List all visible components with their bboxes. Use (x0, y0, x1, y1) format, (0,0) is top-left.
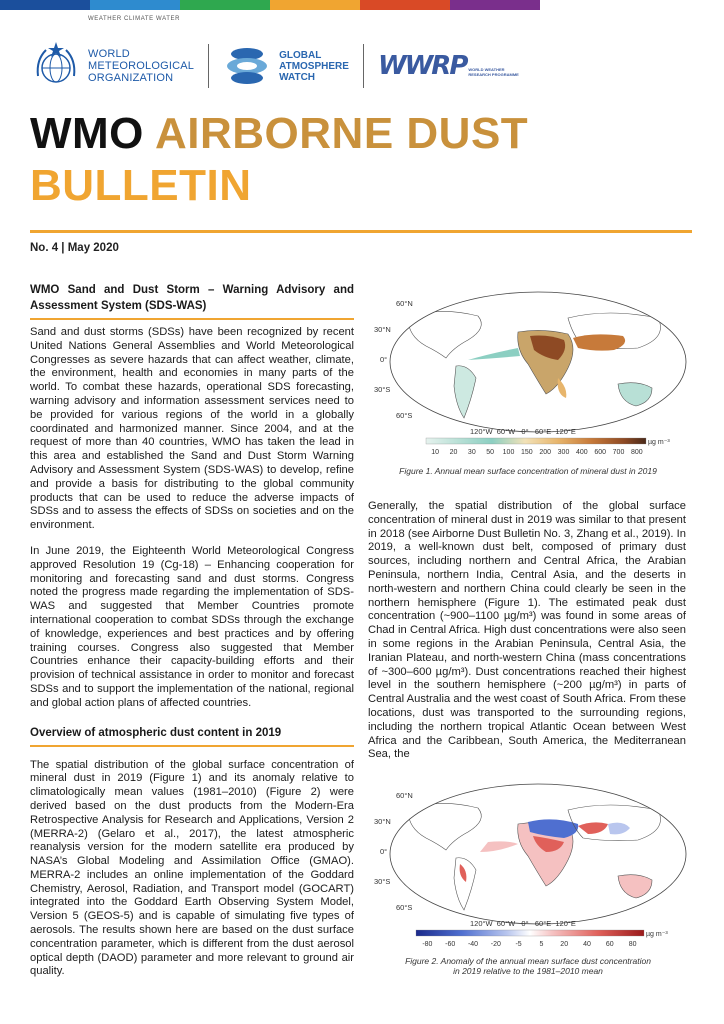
lat-label: 30°S (374, 877, 391, 886)
colorbar-tick-label: 30 (467, 449, 476, 456)
gaw-name: GLOBAL ATMOSPHERE WATCH (279, 49, 349, 83)
tagline: WEATHER CLIMATE WATER (88, 16, 181, 22)
colorbar-tick-label: 20 (560, 941, 569, 948)
colorbar-tick-label: 40 (583, 941, 591, 948)
title-wmo: WMO (30, 109, 155, 158)
colorbar-tick-label: -20 (490, 941, 501, 948)
caption-line: in 2019 relative to the 1981–2010 mean (453, 966, 603, 976)
figure-2-anomaly-map (368, 780, 688, 952)
lat-label: 0° (380, 355, 388, 364)
colorbar-tick-label: 300 (557, 449, 570, 456)
paragraph: The spatial distribution of the global surface concentration of mineral dust in 2019 (Figure 1) and its anomaly relative to climatologically mean values (1981–2010) (Figure 2) were derived based on the dust products from the Modern-Era Retrospective Analysis for Research and Applications, Version 2 (MERRA-2) (Gelaro et al., 2017), the latest atmospheric reanalysis version for the modern satellite era produced by NASA’s Global Modeling and Assimilation Office (GMAO). MERRA-2 includes an online implementation of the Goddard Chemistry, Aerosol, Radiation, and Transport model (GOCART) integrated into the Goddard Earth Observing System Model, Version 5 (GEOS-5) and is capable of simulating five types of aerosols. The results shown here are based on the dust surface concentration parameter, which is different from the dust aerosol optical depth (DAOD) parameter and more relevant to ground air quality. (30, 758, 354, 978)
colorbar-unit: µg m⁻³ (648, 439, 670, 446)
wwrp-logo (378, 51, 538, 81)
lat-label: 60°N (396, 299, 413, 308)
colorbar-tick-label: 5 (539, 941, 544, 948)
colorbar-tick-label: 50 (486, 449, 495, 456)
wmo-emblem-icon (30, 40, 82, 92)
figure-2-caption (368, 956, 688, 976)
colorbar-tick-label: -60 (445, 941, 456, 948)
logo-divider (208, 44, 209, 88)
logo-row (30, 36, 538, 96)
top-color-bar (0, 0, 724, 10)
lat-label: 60°S (396, 411, 413, 420)
colorbar-tick-label: 200 (539, 449, 552, 456)
lat-label: 60°S (396, 903, 413, 912)
colorbar (416, 930, 644, 936)
colorbar-ticks (422, 941, 636, 948)
colorbar-tick-label: -5 (515, 941, 522, 948)
colorbar-tick-label: 80 (628, 941, 637, 948)
issue-number: No. 4 | May 2020 (30, 242, 119, 254)
lat-label: 0° (380, 847, 388, 856)
colorbar-tick-label: 100 (502, 449, 515, 456)
colorbar-tick-label: 150 (520, 449, 533, 456)
bulletin-title (30, 108, 528, 212)
caption-line: Figure 2. Anomaly of the annual mean surface dust concentration (405, 956, 651, 966)
lat-label: 60°N (396, 791, 413, 800)
longitude-labels: 120°W 60°W 0° 60°E 120°E (470, 427, 576, 436)
left-column (30, 282, 354, 979)
figure-1-caption: Figure 1. Annual mean surface concentration of mineral dust in 2019 (399, 466, 657, 476)
colorbar-ticks (431, 449, 643, 456)
wwrp-wordmark: WWRP (377, 51, 467, 81)
colorbar-unit: µg m⁻³ (646, 931, 668, 938)
colorbar-tick-label: 700 (612, 449, 625, 456)
figure-1-dust-map (368, 288, 688, 460)
colorbar-tick-label: 800 (630, 449, 643, 456)
right-column (368, 500, 686, 762)
paragraph: Sand and dust storms (SDSs) have been recognized by recent United Nations General Assemblies and World Meteorological Congresses as severe hazards that can affect weather, climate, the environment, health and economies in many parts of the world. To combat these hazards, operational SDS forecasting, warning advisory and information assessment services need to be provided for various regions of the world in a globally coordinated and harmonized manner. Since 2004, and at the request of more than 40 countries, WMO has taken the lead in this area and established the Sand and Dust Storm Warning Advisory and Assessment System (SDS-WAS) to develop, refine and provide a basis for distributing to the global community products that can be used to reduce the adverse impacts of SDSs and to assess the effects of SDSs on societies and on the environment. (30, 326, 354, 532)
heading-rule (30, 318, 354, 320)
colorbar-tick-label: 400 (575, 449, 588, 456)
logo-divider (363, 44, 364, 88)
colorbar-tick-label: 600 (594, 449, 607, 456)
colorbar-tick-label: -80 (422, 941, 433, 948)
longitude-labels: 120°W 60°W 0° 60°E 120°E (470, 919, 576, 928)
title-rule (30, 230, 692, 233)
title-airborne-dust: AIRBORNE DUST (155, 109, 529, 158)
colorbar (426, 438, 646, 444)
wwrp-subtitle: WORLD WEATHER RESEARCH PROGRAMME (468, 67, 519, 77)
wmo-name: WORLD METEOROLOGICAL ORGANIZATION (88, 48, 195, 84)
colorbar-tick-label: 20 (449, 449, 458, 456)
colorbar-tick-label: 10 (431, 449, 440, 456)
heading-rule (30, 745, 354, 747)
colorbar-tick-label: -40 (467, 941, 479, 948)
paragraph: Generally, the spatial distribution of the global surface concentration of mineral dust in 2019 was similar to that present in 2018 (see Airborne Dust Bulletin No. 3, Zhang et al., 2019). In 2019, a well-known dust belt, composed of primary dust sources, including northern and Central Africa, the Arabian Peninsula, northern India, Central Asia, and the deserts in north-western and northern China could clearly be seen in the northern hemisphere (Figure 1). The estimated peak dust concentration (~900–1100 µg/m³) was found in some areas of Chad in Central Africa. High dust concentrations were also seen in some regions in the Arabian Peninsula, Central Asia, the Iranian Plateau, and north-western China (mass concentrations of ~300–600 µg/m³). Dust concentrations reached their highest level in the southern hemisphere (~200 µg/m³) in parts of Central Australia and the west coast of South Africa. From these locations, dust was transported to the surrounding regions, including the northern tropical Atlantic Ocean between West Africa and the Caribbean, South America, the Mediterranean Sea, the (368, 500, 686, 761)
lat-label: 30°S (374, 385, 391, 394)
colorbar-tick-label: 60 (605, 941, 614, 948)
lat-label: 30°N (374, 325, 391, 334)
section-heading-overview: Overview of atmospheric dust content in 2019 (30, 726, 282, 739)
section-heading-sds-was: WMO Sand and Dust Storm – Warning Advisory and Assessment System (SDS-WAS) (30, 284, 354, 312)
lat-label: 30°N (374, 817, 391, 826)
gaw-emblem-icon (223, 42, 271, 90)
paragraph: In June 2019, the Eighteenth World Meteorological Congress approved Resolution 19 (Cg-18) – Enhancing cooperation for monitoring and forecasting sand and dust storms. Congress noted the progress made regarding the implementation of SDS-WAS and suggested that Member Countries promote international cooperation to combat SDSs through the exchange of knowledge, experiences and best practices and by offering training courses. Congress also suggested that Member Countries enhance their capacity-building efforts and their provision of technical assistance in order to monitor and forecast SDSs and to support the implementation of the national, regional and global action plans of affected countries. (30, 544, 354, 709)
title-bulletin: BULLETIN (30, 161, 252, 210)
